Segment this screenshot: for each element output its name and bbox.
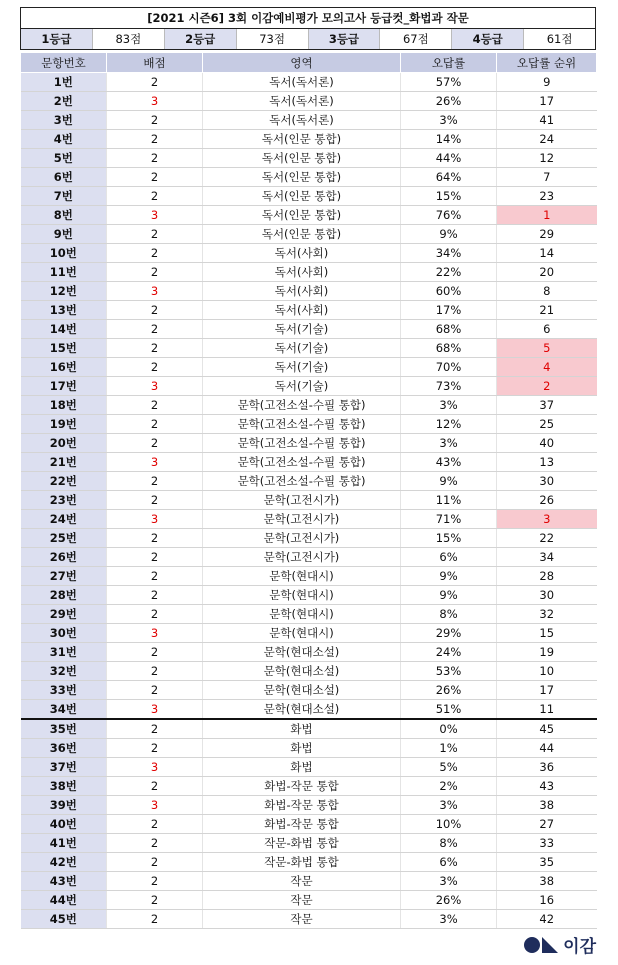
table-row [21,891,597,910]
points-cell: 2 [107,244,203,263]
column-header: 배점 [107,53,203,73]
points-cell: 2 [107,777,203,796]
question-number: 7번 [21,187,107,206]
points-cell: 2 [107,910,203,929]
error-rank-cell: 30 [497,472,597,491]
error-rank-cell: 4 [497,358,597,377]
table-row [21,225,597,244]
area-cell: 독서(사회) [203,244,401,263]
error-rate-cell: 44% [401,149,497,168]
error-rank-cell: 27 [497,815,597,834]
question-number: 40번 [21,815,107,834]
table-row [21,415,597,434]
error-rate-cell: 60% [401,282,497,301]
error-rank-cell: 3 [497,510,597,529]
error-rank-cell: 22 [497,529,597,548]
points-cell: 3 [107,282,203,301]
area-cell: 독서(인문 통합) [203,187,401,206]
area-cell: 독서(독서론) [203,73,401,92]
area-cell: 문학(고전소설-수필 통합) [203,434,401,453]
points-cell: 2 [107,415,203,434]
table-row [21,910,597,929]
area-cell: 문학(고전시가) [203,548,401,567]
points-cell: 2 [107,434,203,453]
grade-label: 3등급 [309,29,381,49]
error-rank-cell: 25 [497,415,597,434]
area-cell: 작문 [203,872,401,891]
table-header-row [21,53,597,73]
error-rate-cell: 29% [401,624,497,643]
question-number: 45번 [21,910,107,929]
table-row [21,662,597,681]
points-cell: 2 [107,643,203,662]
area-cell: 문학(고전소설-수필 통합) [203,396,401,415]
question-number: 24번 [21,510,107,529]
area-cell: 문학(현대시) [203,586,401,605]
table-row [21,624,597,643]
question-number: 37번 [21,758,107,777]
logo-mark-icon [523,936,559,954]
points-cell: 2 [107,320,203,339]
table-body [21,73,597,929]
error-rank-cell: 26 [497,491,597,510]
header-box [20,7,596,50]
table-row [21,396,597,415]
error-rank-cell: 17 [497,681,597,700]
table-row [21,149,597,168]
error-rank-cell: 33 [497,834,597,853]
error-rank-cell: 24 [497,130,597,149]
error-rank-cell: 41 [497,111,597,130]
error-rate-cell: 17% [401,301,497,320]
points-cell: 2 [107,491,203,510]
points-cell: 2 [107,834,203,853]
table-row [21,796,597,815]
question-number: 35번 [21,719,107,739]
area-cell: 독서(사회) [203,301,401,320]
table-row [21,377,597,396]
points-cell: 2 [107,662,203,681]
error-rank-cell: 2 [497,377,597,396]
error-rate-cell: 8% [401,605,497,624]
question-number: 17번 [21,377,107,396]
question-number: 30번 [21,624,107,643]
area-cell: 화법 [203,719,401,739]
error-rate-cell: 1% [401,739,497,758]
points-cell: 3 [107,700,203,720]
area-cell: 문학(현대소설) [203,643,401,662]
question-number: 8번 [21,206,107,225]
error-rank-cell: 29 [497,225,597,244]
area-cell: 문학(고전시가) [203,510,401,529]
points-cell: 2 [107,130,203,149]
points-cell: 3 [107,453,203,472]
area-cell: 작문-화법 통합 [203,834,401,853]
question-number: 18번 [21,396,107,415]
question-number: 31번 [21,643,107,662]
area-cell: 문학(고전시가) [203,529,401,548]
question-number: 3번 [21,111,107,130]
table-row [21,605,597,624]
table-row [21,700,597,720]
question-number: 41번 [21,834,107,853]
grade-score: 73점 [237,29,309,49]
area-cell: 독서(인문 통합) [203,206,401,225]
points-cell: 3 [107,92,203,111]
brand-logo [523,932,596,957]
points-cell: 3 [107,796,203,815]
logo-text: 이감 [563,937,596,957]
column-header: 오답률 [401,53,497,73]
error-rate-cell: 3% [401,872,497,891]
area-cell: 문학(고전소설-수필 통합) [203,472,401,491]
question-number: 14번 [21,320,107,339]
points-cell: 2 [107,168,203,187]
table-row [21,453,597,472]
points-cell: 2 [107,396,203,415]
table-row [21,681,597,700]
area-cell: 문학(현대시) [203,624,401,643]
error-rate-cell: 43% [401,453,497,472]
error-rank-cell: 45 [497,719,597,739]
error-rank-cell: 6 [497,320,597,339]
table-row [21,529,597,548]
error-rate-cell: 68% [401,339,497,358]
question-number: 32번 [21,662,107,681]
error-rank-cell: 9 [497,73,597,92]
error-rate-cell: 9% [401,472,497,491]
error-rate-cell: 3% [401,111,497,130]
points-cell: 2 [107,891,203,910]
error-rate-cell: 10% [401,815,497,834]
question-number: 6번 [21,168,107,187]
points-cell: 2 [107,681,203,700]
error-rate-cell: 22% [401,263,497,282]
grade-label: 1등급 [21,29,93,49]
error-rate-cell: 9% [401,586,497,605]
error-rate-cell: 0% [401,719,497,739]
question-number: 25번 [21,529,107,548]
points-cell: 2 [107,225,203,244]
table-row [21,434,597,453]
points-cell: 3 [107,377,203,396]
table-row [21,168,597,187]
table-row [21,472,597,491]
area-cell: 화법-작문 통합 [203,777,401,796]
question-number: 22번 [21,472,107,491]
error-rate-cell: 76% [401,206,497,225]
grade-label: 4등급 [452,29,524,49]
error-rate-cell: 71% [401,510,497,529]
error-rate-cell: 73% [401,377,497,396]
area-cell: 화법-작문 통합 [203,796,401,815]
table-row [21,739,597,758]
error-rate-cell: 2% [401,777,497,796]
area-cell: 독서(기술) [203,339,401,358]
table-row [21,719,597,739]
table-row [21,244,597,263]
area-cell: 독서(인문 통합) [203,168,401,187]
points-cell: 2 [107,605,203,624]
area-cell: 독서(기술) [203,377,401,396]
error-rank-cell: 32 [497,605,597,624]
error-rate-cell: 3% [401,434,497,453]
error-rank-cell: 38 [497,796,597,815]
question-number: 13번 [21,301,107,320]
error-rank-cell: 35 [497,853,597,872]
grade-label: 2등급 [165,29,237,49]
points-cell: 3 [107,624,203,643]
error-rate-cell: 9% [401,567,497,586]
table-row [21,548,597,567]
area-cell: 문학(현대소설) [203,662,401,681]
area-cell: 문학(현대시) [203,567,401,586]
points-cell: 2 [107,111,203,130]
error-rank-cell: 37 [497,396,597,415]
error-rank-cell: 1 [497,206,597,225]
error-rate-cell: 6% [401,548,497,567]
question-number: 15번 [21,339,107,358]
error-rate-cell: 34% [401,244,497,263]
error-rank-cell: 11 [497,700,597,720]
area-cell: 화법 [203,758,401,777]
table-row [21,567,597,586]
error-rate-cell: 26% [401,92,497,111]
area-cell: 문학(현대시) [203,605,401,624]
error-rate-cell: 57% [401,73,497,92]
points-cell: 2 [107,529,203,548]
points-cell: 2 [107,358,203,377]
question-number: 10번 [21,244,107,263]
error-rank-cell: 28 [497,567,597,586]
error-rate-cell: 14% [401,130,497,149]
points-cell: 2 [107,586,203,605]
question-number: 42번 [21,853,107,872]
page-title: [2021 시즌6] 3회 이감예비평가 모의고사 등급컷_화법과 작문 [21,8,595,29]
area-cell: 독서(독서론) [203,111,401,130]
points-cell: 2 [107,853,203,872]
points-cell: 2 [107,719,203,739]
error-rank-cell: 21 [497,301,597,320]
error-rate-cell: 70% [401,358,497,377]
error-rate-cell: 3% [401,796,497,815]
area-cell: 독서(기술) [203,358,401,377]
error-rate-cell: 3% [401,396,497,415]
table-row [21,187,597,206]
table-row [21,510,597,529]
error-rate-cell: 26% [401,681,497,700]
column-header: 문항번호 [21,53,107,73]
area-cell: 문학(현대소설) [203,700,401,720]
question-number: 43번 [21,872,107,891]
question-number: 44번 [21,891,107,910]
error-rate-cell: 11% [401,491,497,510]
error-rank-cell: 43 [497,777,597,796]
error-rate-cell: 12% [401,415,497,434]
question-number: 9번 [21,225,107,244]
points-cell: 2 [107,263,203,282]
question-number: 12번 [21,282,107,301]
error-rank-cell: 40 [497,434,597,453]
question-number: 36번 [21,739,107,758]
table-row [21,872,597,891]
error-rank-cell: 5 [497,339,597,358]
error-rank-cell: 36 [497,758,597,777]
question-number: 26번 [21,548,107,567]
error-rate-cell: 64% [401,168,497,187]
points-cell: 2 [107,872,203,891]
area-cell: 독서(기술) [203,320,401,339]
error-rank-cell: 30 [497,586,597,605]
table-row [21,263,597,282]
question-number: 21번 [21,453,107,472]
error-rate-cell: 6% [401,853,497,872]
error-rank-cell: 42 [497,910,597,929]
table-row [21,491,597,510]
error-rate-cell: 53% [401,662,497,681]
area-cell: 독서(인문 통합) [203,130,401,149]
error-rank-cell: 8 [497,282,597,301]
grade-score: 67점 [380,29,452,49]
points-cell: 2 [107,472,203,491]
area-cell: 화법-작문 통합 [203,815,401,834]
table-row [21,206,597,225]
points-cell: 2 [107,739,203,758]
table-row [21,339,597,358]
table-row [21,111,597,130]
error-rate-cell: 8% [401,834,497,853]
table-row [21,282,597,301]
error-rate-cell: 24% [401,643,497,662]
points-cell: 2 [107,73,203,92]
question-table [20,52,597,929]
grade-score: 61점 [546,32,573,46]
table-row [21,586,597,605]
table-row [21,301,597,320]
area-cell: 독서(인문 통합) [203,225,401,244]
question-number: 16번 [21,358,107,377]
question-number: 4번 [21,130,107,149]
points-cell: 2 [107,815,203,834]
table-row [21,777,597,796]
area-cell: 독서(인문 통합) [203,149,401,168]
error-rank-cell: 20 [497,263,597,282]
table-row [21,358,597,377]
question-number: 2번 [21,92,107,111]
points-cell: 3 [107,510,203,529]
error-rank-cell: 17 [497,92,597,111]
error-rank-cell: 14 [497,244,597,263]
table-row [21,758,597,777]
table-row [21,643,597,662]
table-row [21,130,597,149]
error-rank-cell: 19 [497,643,597,662]
area-cell: 독서(사회) [203,263,401,282]
area-cell: 문학(고전소설-수필 통합) [203,453,401,472]
area-cell: 화법 [203,739,401,758]
points-cell: 3 [107,758,203,777]
area-cell: 독서(사회) [203,282,401,301]
points-cell: 3 [107,206,203,225]
grade-score: 83점 [93,29,165,49]
area-cell: 작문 [203,891,401,910]
points-cell: 2 [107,567,203,586]
question-number: 33번 [21,681,107,700]
area-cell: 작문-화법 통합 [203,853,401,872]
error-rate-cell: 26% [401,891,497,910]
area-cell: 작문 [203,910,401,929]
question-number: 38번 [21,777,107,796]
error-rank-cell: 13 [497,453,597,472]
column-header: 영역 [203,53,401,73]
grade-cutoffs [21,29,595,49]
points-cell: 2 [107,301,203,320]
error-rank-cell: 34 [497,548,597,567]
question-number: 5번 [21,149,107,168]
table-row [21,73,597,92]
error-rank-cell: 16 [497,891,597,910]
question-number: 1번 [21,73,107,92]
question-number: 23번 [21,491,107,510]
points-cell: 2 [107,548,203,567]
area-cell: 문학(고전소설-수필 통합) [203,415,401,434]
error-rate-cell: 9% [401,225,497,244]
column-header: 오답률 순위 [497,53,597,73]
question-number: 19번 [21,415,107,434]
error-rate-cell: 3% [401,910,497,929]
error-rate-cell: 15% [401,529,497,548]
error-rank-cell: 15 [497,624,597,643]
area-cell: 문학(고전시가) [203,491,401,510]
table-row [21,320,597,339]
table-row [21,834,597,853]
question-number: 34번 [21,700,107,720]
error-rank-cell: 12 [497,149,597,168]
error-rate-cell: 51% [401,700,497,720]
area-cell: 독서(독서론) [203,92,401,111]
points-cell: 2 [107,187,203,206]
error-rank-cell: 44 [497,739,597,758]
points-cell: 2 [107,339,203,358]
error-rate-cell: 68% [401,320,497,339]
question-number: 28번 [21,586,107,605]
error-rank-cell: 38 [497,872,597,891]
error-rate-cell: 5% [401,758,497,777]
points-cell: 2 [107,149,203,168]
question-number: 29번 [21,605,107,624]
question-number: 20번 [21,434,107,453]
error-rank-cell: 7 [497,168,597,187]
question-number: 39번 [21,796,107,815]
error-rate-cell: 15% [401,187,497,206]
error-rank-cell: 23 [497,187,597,206]
error-rank-cell: 10 [497,662,597,681]
area-cell: 문학(현대소설) [203,681,401,700]
table-row [21,853,597,872]
question-number: 11번 [21,263,107,282]
table-row [21,815,597,834]
question-number: 27번 [21,567,107,586]
table-row [21,92,597,111]
